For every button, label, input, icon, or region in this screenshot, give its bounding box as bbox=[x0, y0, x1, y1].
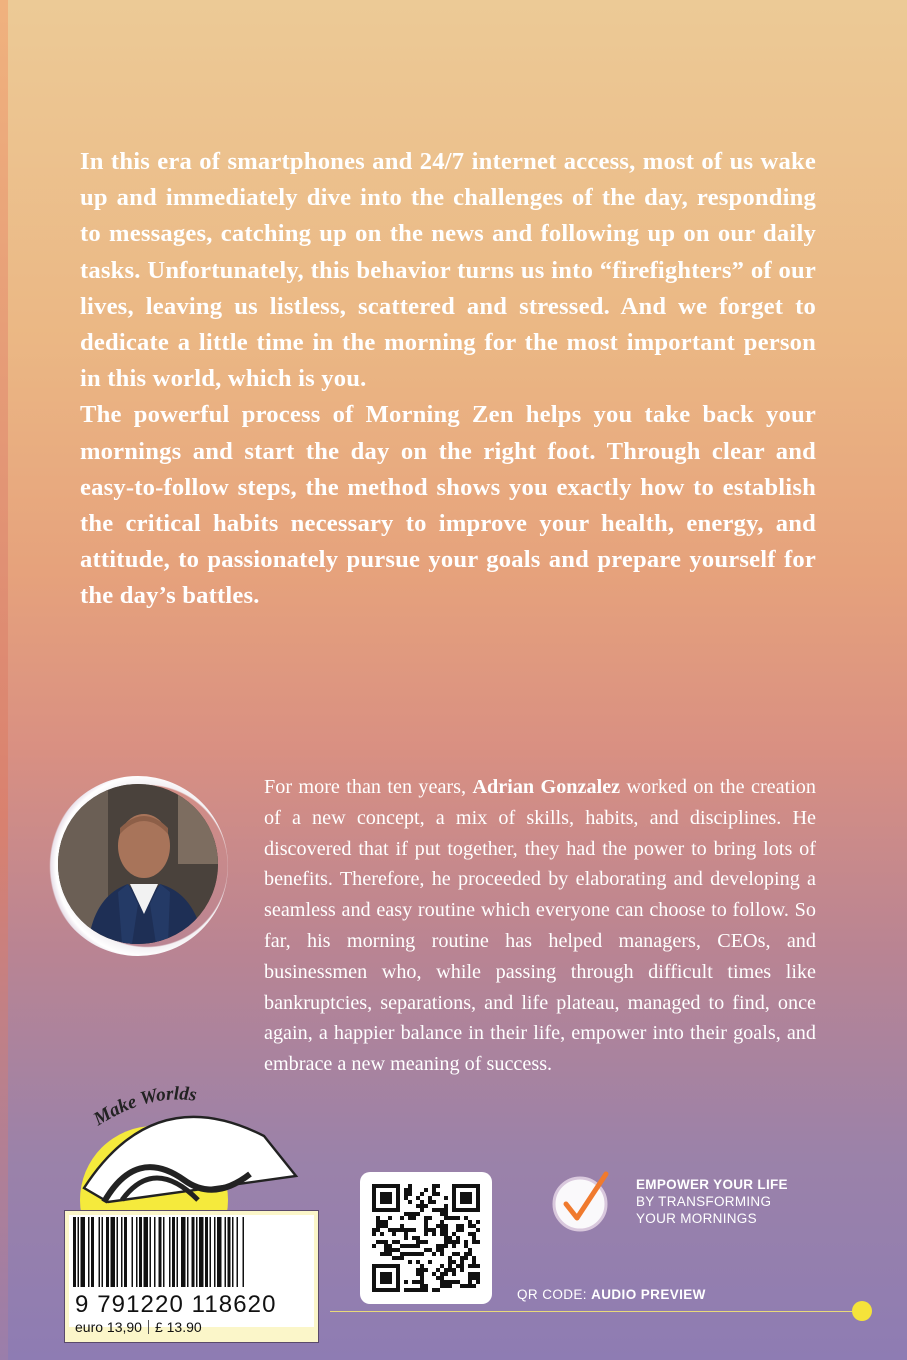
footer-rule bbox=[330, 1311, 860, 1312]
blurb-paragraph-1: In this era of smartphones and 24/7 internet access, most of us wake up and immediately dive into the challenges of the day, responding to messages, catching up on the news and following up on our daily tasks. Unfortunately, this behavior turns us into “firefighters” of our lives, leaving us listless, scattered and stressed. And we forget to dedicate a little time in the morning for the most important person in this world, which is you. bbox=[80, 148, 816, 393]
qr-caption-label: QR CODE: bbox=[517, 1287, 592, 1302]
tagline-line-3: YOUR MORNINGS bbox=[636, 1211, 757, 1226]
back-cover-blurb bbox=[80, 144, 816, 615]
barcode-panel bbox=[69, 1215, 314, 1327]
price-euro: euro 13,90 bbox=[75, 1319, 142, 1335]
qr-caption-value: AUDIO PREVIEW bbox=[591, 1287, 706, 1302]
bio-text: worked on the creation of a new concept, a mix of skills, habits, and disciplines. He discovered that if put together, they had the power to bring lots of benefits. Therefore, he proceeded by elaborating and developing a seamless and easy routine which everyone can choose to follow. So far, his morning routine has helped managers, CEOs, and businessmen who, while passing through difficult times like bankruptcies, separations, and life plateau, managed to find, once again, a happier balance in their life, empower into their goals, and embrace a new meaning of success. bbox=[264, 776, 816, 1076]
footer-dot bbox=[852, 1301, 872, 1321]
qr-code-icon bbox=[372, 1184, 480, 1292]
price-gbp: £ 13.90 bbox=[154, 1319, 202, 1335]
publisher-logo bbox=[64, 1080, 304, 1220]
blurb-paragraph-2: The powerful process of Morning Zen helps you take back your mornings and start the day on the right foot. Through clear and easy-to-follow steps, the method shows you exactly how to establish the critical habits necessary to improve your health, energy, and attitude, to passionately pursue your goals and prepare yourself for the day’s battles. bbox=[80, 401, 816, 610]
qr-code[interactable] bbox=[360, 1172, 492, 1304]
author-figure-icon bbox=[58, 784, 218, 944]
checkmark-circle-icon bbox=[548, 1168, 614, 1234]
cover-left-edge bbox=[0, 0, 8, 1360]
author-name: Adrian Gonzalez bbox=[472, 776, 621, 798]
barcode-digits: 9 791220 118620 bbox=[75, 1291, 277, 1318]
price-separator bbox=[148, 1320, 149, 1334]
tagline-line-1: EMPOWER YOUR LIFE bbox=[636, 1177, 788, 1192]
bio-intro: For more than ten years, bbox=[264, 776, 473, 798]
isbn-barcode bbox=[64, 1210, 319, 1343]
tagline bbox=[636, 1176, 788, 1227]
barcode-bars-icon bbox=[69, 1215, 314, 1289]
make-worlds-logo-icon bbox=[64, 1080, 304, 1220]
tagline-line-2: BY TRANSFORMING bbox=[636, 1194, 772, 1209]
author-portrait bbox=[48, 776, 238, 961]
qr-caption bbox=[517, 1287, 706, 1302]
publisher-logo-text: Make Worlds bbox=[89, 1083, 198, 1131]
author-bio bbox=[264, 772, 816, 1080]
price-label bbox=[75, 1319, 202, 1335]
author-photo bbox=[58, 784, 218, 944]
